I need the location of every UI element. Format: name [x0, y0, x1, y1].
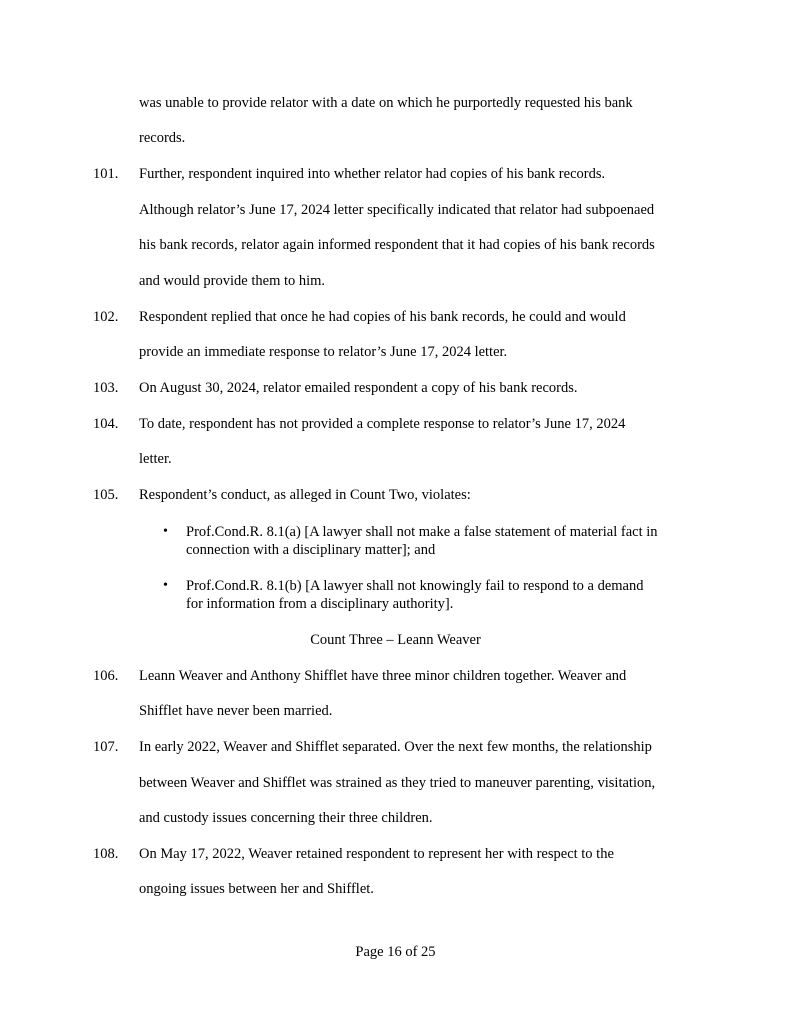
paragraph-number: 102. [93, 309, 119, 325]
bullet-line: Prof.Cond.R. 8.1(a) [A lawyer shall not make a false statement of material fact in [186, 524, 658, 540]
paragraph-number: 105. [93, 487, 119, 503]
paragraph-number: 103. [93, 380, 119, 396]
paragraph-number: 101. [93, 166, 119, 182]
body-line: and custody issues concerning their three children. [139, 810, 433, 826]
bullet-line: for information from a disciplinary authority]. [186, 596, 454, 612]
page-number-footer: Page 16 of 25 [355, 944, 436, 960]
paragraph-number: 108. [93, 846, 119, 862]
body-line: ongoing issues between her and Shifflet. [139, 881, 374, 897]
body-line: his bank records, relator again informed respondent that it had copies of his bank records [139, 237, 655, 253]
body-line: provide an immediate response to relator’s June 17, 2024 letter. [139, 344, 508, 360]
body-line: To date, respondent has not provided a complete response to relator’s June 17, 2024 [139, 416, 626, 432]
bullet-icon: • [163, 578, 168, 593]
body-line: In early 2022, Weaver and Shifflet separated. Over the next few months, the relationship [139, 739, 652, 755]
bullet-line: Prof.Cond.R. 8.1(b) [A lawyer shall not knowingly fail to respond to a demand [186, 578, 644, 594]
body-line: Leann Weaver and Anthony Shifflet have three minor children together. Weaver and [139, 668, 627, 684]
body-line: letter. [139, 451, 172, 467]
body-line: Respondent replied that once he had copies of his bank records, he could and would [139, 309, 626, 325]
body-line: Shifflet have never been married. [139, 703, 333, 719]
body-line: records. [139, 130, 186, 146]
body-line: between Weaver and Shifflet was strained as they tried to maneuver parenting, visitation, [139, 775, 656, 791]
body-line: Respondent’s conduct, as alleged in Count Two, violates: [139, 487, 471, 503]
body-line: and would provide them to him. [139, 273, 326, 289]
body-line: was unable to provide relator with a date on which he purportedly requested his bank [139, 95, 633, 111]
body-line: On May 17, 2022, Weaver retained respondent to represent her with respect to the [139, 846, 614, 862]
body-line: On August 30, 2024, relator emailed respondent a copy of his bank records. [139, 380, 578, 396]
body-line: Further, respondent inquired into whether relator had copies of his bank records. [139, 166, 606, 182]
paragraph-number: 106. [93, 668, 119, 684]
paragraph-number: 107. [93, 739, 119, 755]
bullet-icon: • [163, 524, 168, 539]
section-heading: Count Three – Leann Weaver [310, 632, 481, 648]
body-line: Although relator’s June 17, 2024 letter specifically indicated that relator had subpoenaed [139, 202, 655, 218]
paragraph-number: 104. [93, 416, 119, 432]
bullet-line: connection with a disciplinary matter]; and [186, 542, 436, 558]
